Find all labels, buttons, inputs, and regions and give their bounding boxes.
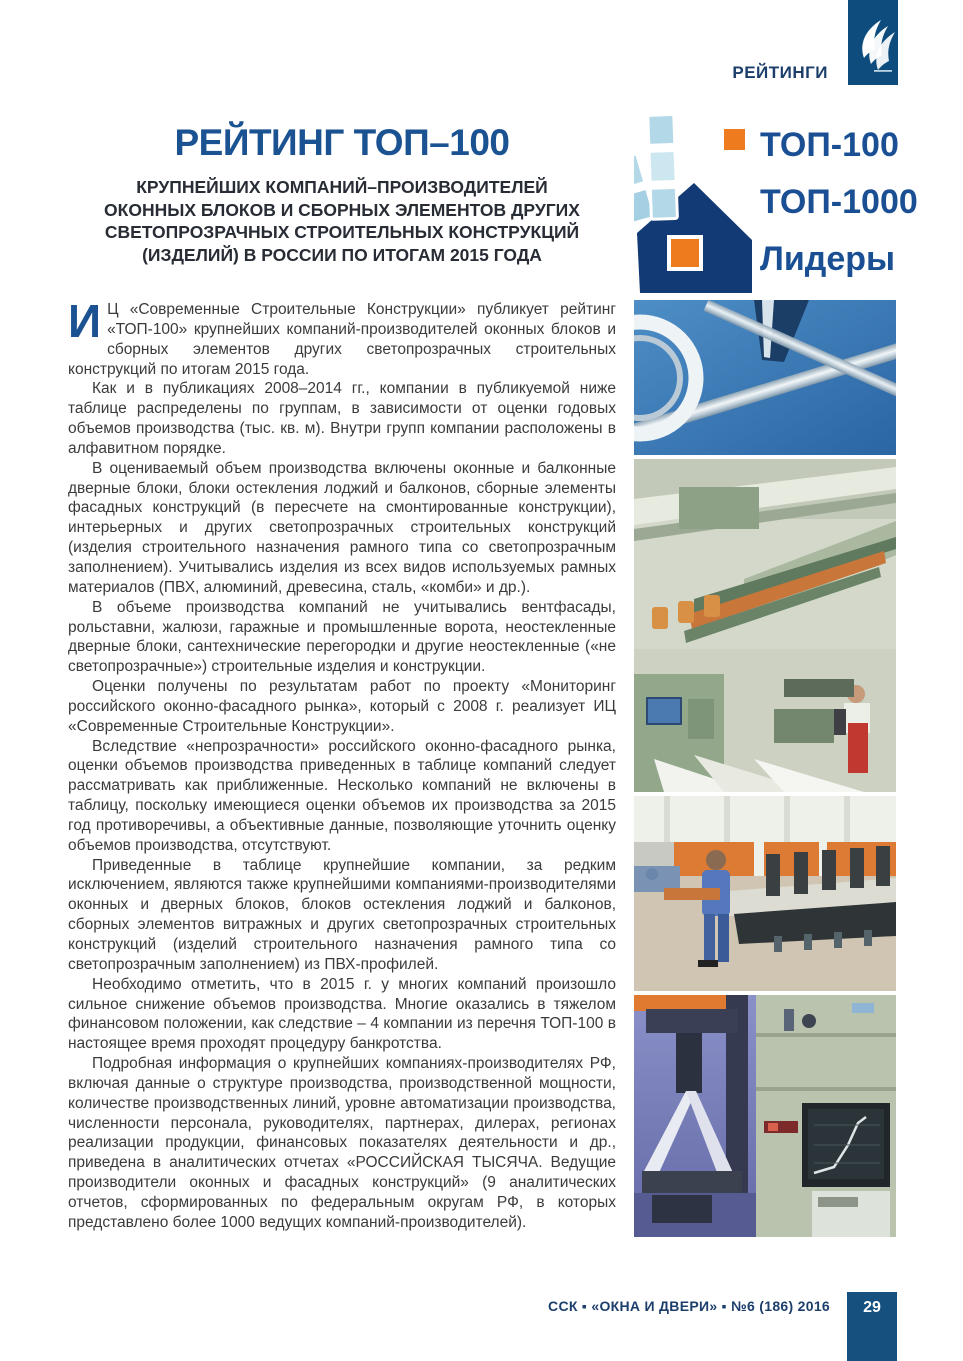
production-line-overview-photo [634, 459, 896, 792]
subtitle-line: СВЕТОПРОЗРАЧНЫХ СТРОИТЕЛЬНЫХ КОНСТРУКЦИЙ [104, 222, 580, 242]
paragraph: Оценки получены по результатам работ по проекту «Мониторинг российского оконно-фасадного рынка», который с 2008 г. реализует ИЦ «Современные Строительные Конструкции». [68, 678, 616, 735]
paragraph: Приведенные в таблице крупнейшие компании, за редким исключением, являются также крупнейшими компаниями-производителями оконных и дверных блоков, блоков остекления лоджий и балконов, сборных элементов витражных и других светопрозрачных строительных конструкций (изделий строительного назначения рамного типа со светопрозрачным заполнением) из ПВХ-профилей. [68, 856, 616, 973]
page-number-badge [847, 1292, 897, 1361]
paragraph: Вследствие «непрозрачности» российского оконно-фасадного рынка, оценки объемов производства приведенных в таблице компаний следует рассматривать как приближенные. Несколько компаний не включены в таблицу, поскольку имеющиеся оценки объемов их производства за 2015 год противоречивы, а объективные данные, позволяющие уточнить оценку объемов производства, отсутствуют. [68, 737, 616, 854]
house-glazing-fan-icon [634, 115, 766, 301]
paragraph: Подробная информация о крупнейших компаниях-производителях РФ, включая данные о структуре производства, производственной мощности, количестве производственных линий, уровне автоматизации производства, численности персонала, руководителях, партнерах, дилерах, регионах реализации продукции, финансовых показателях деятельности и др., приведена в аналитических отчетах «РОССИЙСКАЯ ТЫСЯЧА. Ведущие производители оконных и фасадных конструкций» (9 аналитических отчетов, сформированных по федеральным округам РФ, в которых представлено более 1000 ведущих компаний-производителей). [68, 1055, 616, 1231]
paragraph: Необходимо отметить, что в 2015 г. у многих компаний произошло сильное снижение объемов производства. Многие оказались в тяжелом финансовом положении, как следствие – 4 компании из перечня ТОП-100 в настоящее время проходят процедуру банкротства. [68, 975, 616, 1053]
paragraph: Как и в публикациях 2008–2014 гг., компании в публикуемой ниже таблице распределены по группам, в зависимости от оценки годовых объемов производства (тыс. кв. м). Внутри групп компании расположены в алфавитном порядке. [68, 380, 616, 457]
paragraph: В оцениваемый объем производства включены оконные и балконные дверные блоки, блоки остекления лоджий и балконов, сборные элементы фасадных конструкций (в пересчете на смонтированные конструкции), интерьерных и других светопрозрачных строительных конструкций (изделия строительного назначения рамного типа со светопрозрачным заполнением). Учитывались изделия из всех видов используемых рамных материалов (ПВХ, алюминий, древесина, сталь, «комби» и др.). [68, 459, 616, 596]
paragraph [68, 295, 616, 379]
testing-machines-photo [634, 995, 896, 1237]
brand-line-leaders: Лидеры [760, 240, 896, 278]
section-label: РЕЙТИНГИ [732, 63, 828, 82]
article-text-column [68, 295, 616, 1237]
footer-imprint: ССК ▪ «ОКНА И ДВЕРИ» ▪ №6 (186) 2016 [548, 1298, 830, 1314]
article-body [68, 295, 896, 1237]
subtitle-line: КРУПНЕЙШИХ КОМПАНИЙ–ПРОИЗВОДИТЕЛЕЙ [136, 177, 548, 197]
paragraph: В объеме производства компаний не учитывались вентфасады, рольставни, жалюзи, гаражные и промышленные ворота, неостекленные дверные блоки, сантехнические перегородки и другие неостекленные («не светопрозрачные») строительные изделия и конструкции. [68, 598, 616, 676]
drop-cap: И [68, 295, 102, 347]
brand-line-top1000: ТОП-1000 [760, 183, 918, 221]
assembly-line-worker-photo [634, 796, 896, 991]
page-number: 29 [863, 1299, 881, 1316]
page-title: РЕЙТИНГ ТОП–100 [174, 122, 510, 163]
subtitle-line: ОКОННЫХ БЛОКОВ И СБОРНЫХ ЭЛЕМЕНТОВ ДРУГИХ [104, 199, 580, 220]
subtitle-line: (ИЗДЕЛИЙ) В РОССИИ ПО ИТОГАМ 2015 ГОДА [142, 244, 542, 265]
brand-block [634, 112, 918, 302]
glazing-structure-photo [634, 300, 896, 455]
photo-column [634, 300, 896, 1237]
paragraph-text: Ц «Современные Строительные Конструкции» публикует рейтинг «ТОП-100» крупнейших компаний-производителей оконных блоков и сборных элементов других светопрозрачных строительных конструкций по итогам 2015 года. [68, 301, 616, 378]
article-title-block [68, 122, 616, 266]
page-subtitle [68, 176, 616, 266]
brand-lines [760, 120, 918, 291]
ssk-leaves-icon [848, 0, 898, 85]
brand-line-top100: ТОП-100 [760, 126, 899, 164]
